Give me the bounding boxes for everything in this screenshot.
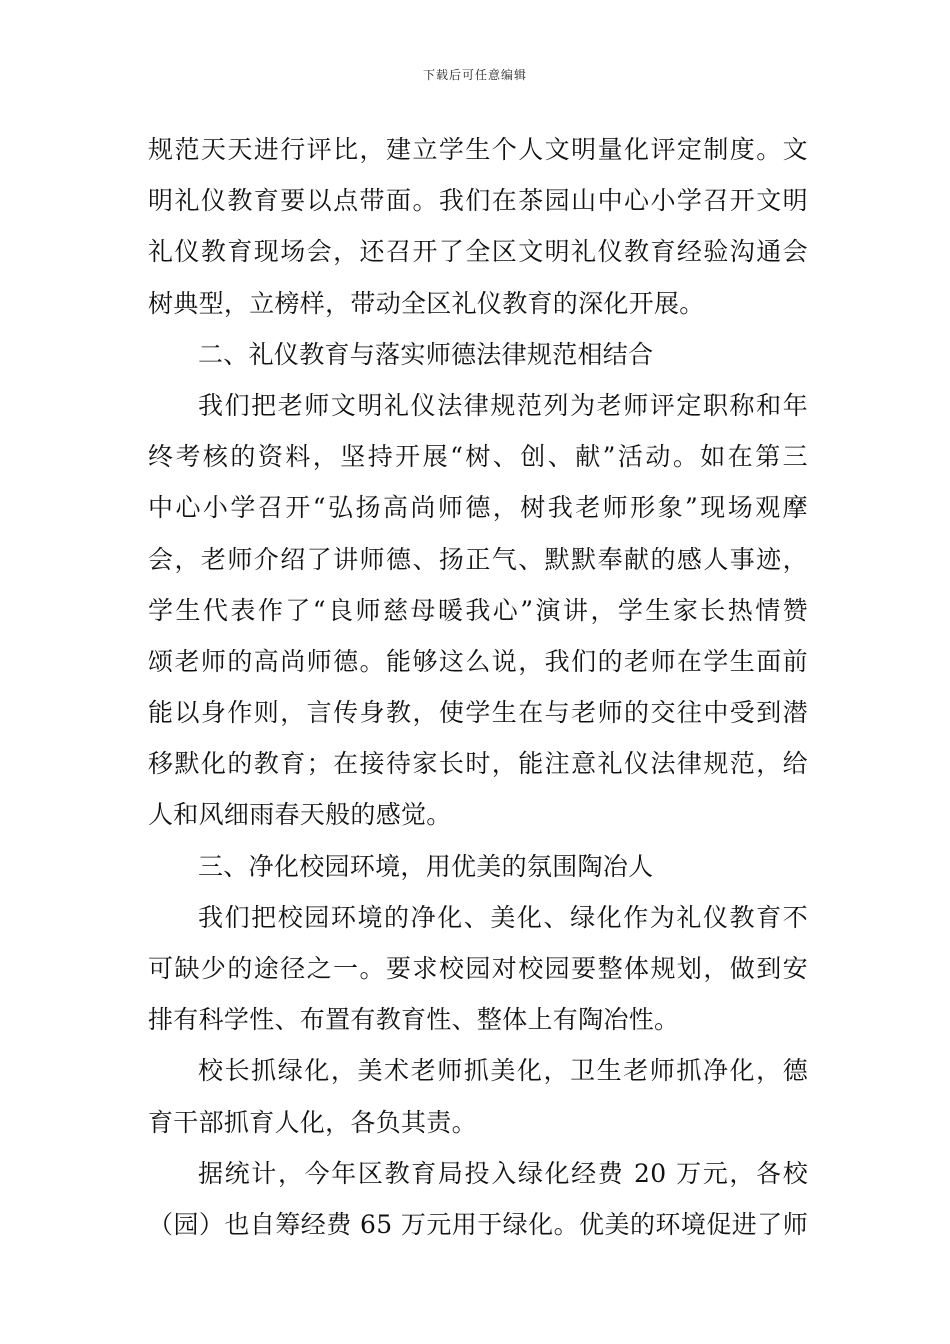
section-heading: 二、礼仪教育与落实师德法律规范相结合 — [198, 339, 654, 369]
text-line: 人和风细雨春天般的感觉。 — [148, 800, 452, 830]
text-line: 礼仪教育现场会，还召开了全区文明礼仪教育经验沟通会 — [148, 237, 808, 267]
text-line: 我们把老师文明礼仪法律规范列为老师评定职称和年 — [198, 390, 808, 420]
text-line: 育干部抓育人化，各负其责。 — [148, 1107, 477, 1137]
text-line: 校长抓绿化，美术老师抓美化，卫生老师抓净化，德 — [198, 1056, 808, 1086]
body-text — [148, 124, 808, 1250]
text-line: 能以身作则，言传身教，使学生在与老师的交往中受到潜 — [148, 698, 808, 728]
header-note: 下载后可任意编辑 — [422, 68, 527, 82]
text-line: 排有科学性、布置有教育性、整体上有陶冶性。 — [148, 1005, 680, 1035]
text-line: （园）也自筹经费 65 万元用于绿化。优美的环境促进了师 — [148, 1209, 808, 1239]
text-line: 终考核的资料，坚持开展“树、创、献”活动。如在第三 — [148, 442, 808, 472]
text-line: 学生代表作了“良师慈母暖我心”演讲，学生家长热情赞 — [148, 595, 808, 625]
text-line: 会，老师介绍了讲师德、扬正气、默默奉献的感人事迹， — [148, 544, 808, 574]
text-line: 树典型，立榜样，带动全区礼仪教育的深化开展。 — [148, 288, 705, 318]
text-line: 中心小学召开“弘扬高尚师德，树我老师形象”现场观摩 — [148, 493, 808, 523]
text-line: 据统计，今年区教育局投入绿化经费 20 万元，各校 — [198, 1158, 808, 1188]
text-line: 可缺少的途径之一。要求校园对校园要整体规划，做到安 — [148, 954, 808, 983]
text-line: 我们把校园环境的净化、美化、绿化作为礼仪教育不 — [198, 902, 808, 932]
text-line: 移默化的教育；在接待家长时，能注意礼仪法律规范，给 — [148, 749, 808, 779]
text-line: 颂老师的高尚师德。能够这么说，我们的老师在学生面前 — [148, 646, 808, 676]
text-line: 规范天天进行评比，建立学生个人文明量化评定制度。文 — [148, 135, 808, 164]
text-line: 明礼仪教育要以点带面。我们在茶园山中心小学召开文明 — [148, 186, 808, 216]
section-heading: 三、净化校园环境，用优美的氛围陶冶人 — [198, 851, 654, 881]
